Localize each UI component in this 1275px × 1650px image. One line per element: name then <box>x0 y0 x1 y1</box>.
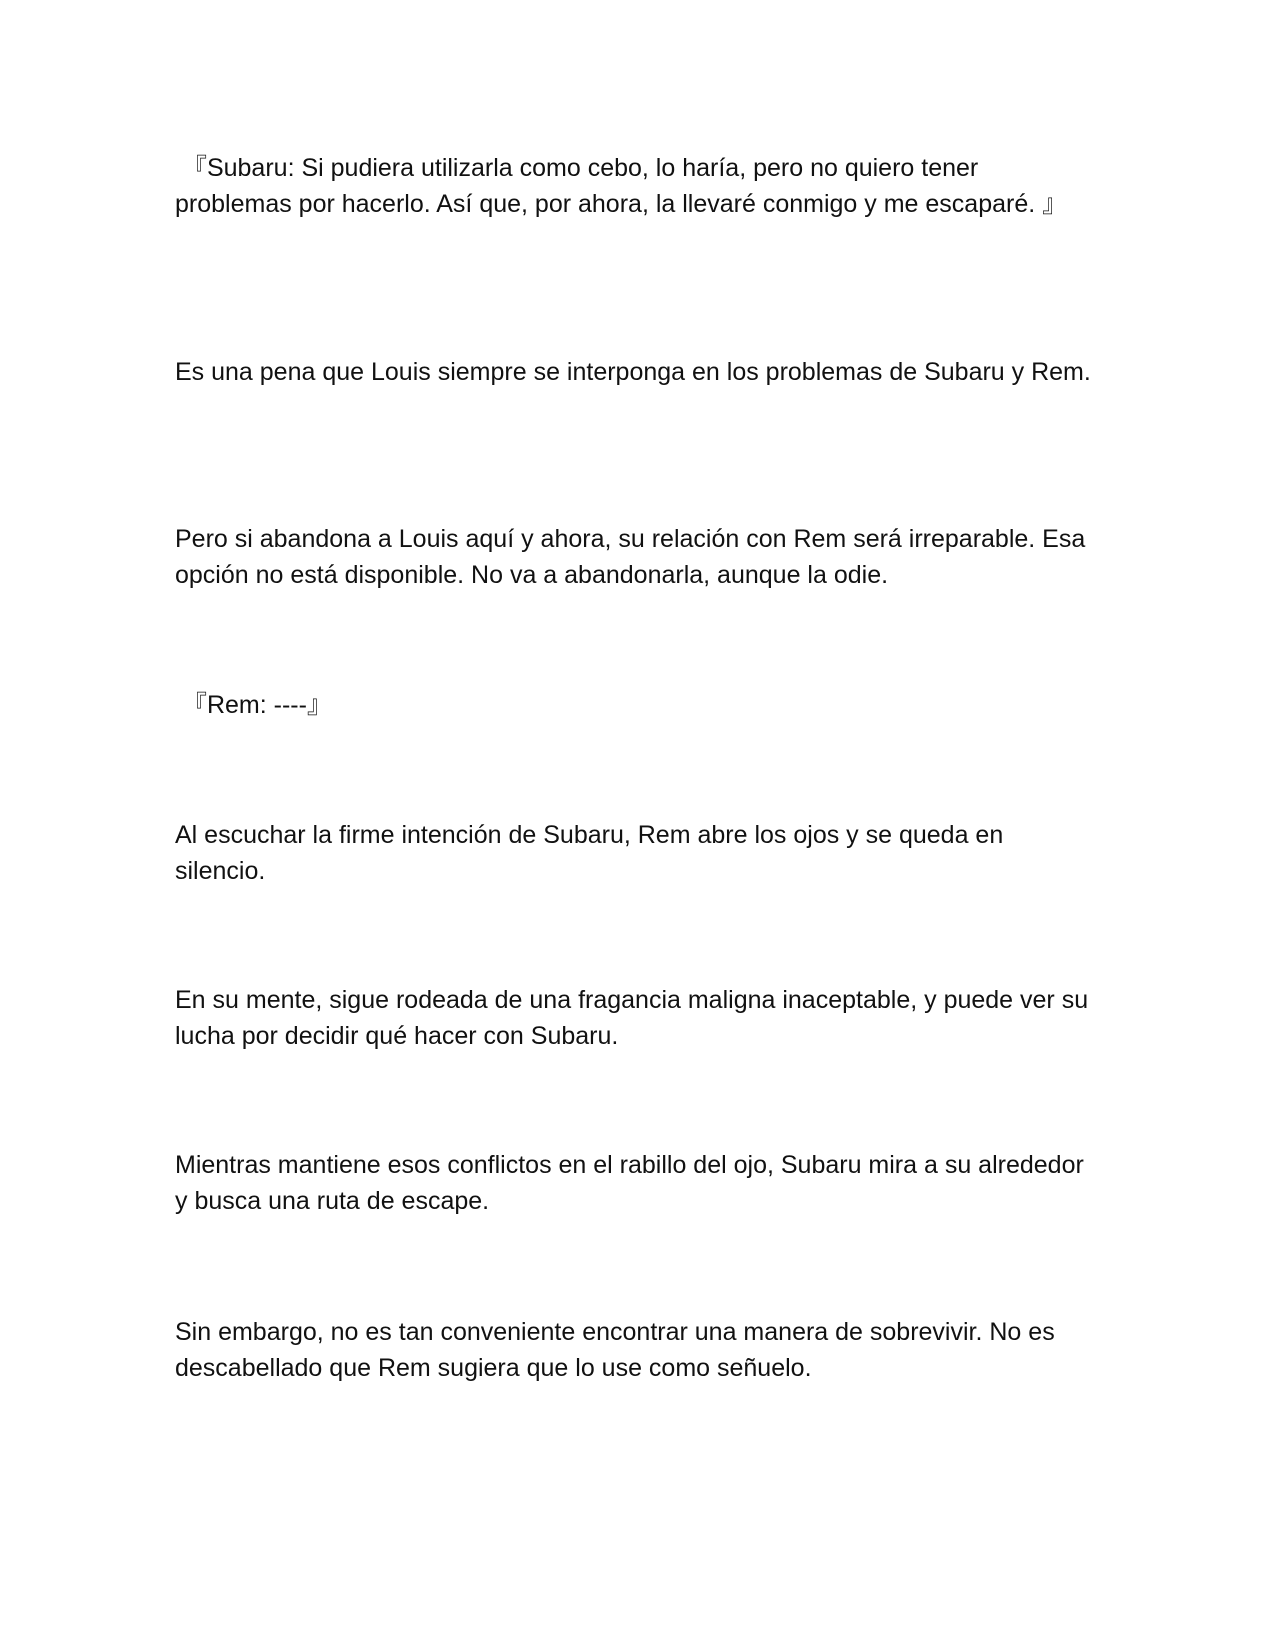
paragraph-decoy: Sin embargo, no es tan conveniente encontrar una manera de sobrevivir. No es descabellado que Rem sugiera que lo use como señuelo. <box>175 1318 1062 1382</box>
paragraph-rem-mind: En su mente, sigue rodeada de una fragancia maligna inaceptable, y puede ver su lucha por decidir qué hacer con Subaru. <box>175 986 1096 1050</box>
paragraph-abandon-option: Pero si abandona a Louis aquí y ahora, su relación con Rem será irreparable. Esa opción no está disponible. No va a abandonarla, aunque la odie. <box>175 525 1093 589</box>
dialogue-subaru: 『Subaru: Si pudiera utilizarla como cebo, lo haría, pero no quiero tener problemas por hacerlo. Así que, por ahora, la llevaré conmigo y me escaparé. 』 <box>175 154 1068 218</box>
paragraph-rem-silence: Al escuchar la firme intención de Subaru, Rem abre los ojos y se queda en silencio. <box>175 821 1011 885</box>
paragraph-escape-route: Mientras mantiene esos conflictos en el rabillo del ojo, Subaru mira a su alrededor y busca una ruta de escape. <box>175 1151 1091 1215</box>
paragraph-louis-interference: Es una pena que Louis siempre se interponga en los problemas de Subaru y Rem. <box>175 358 1091 386</box>
dialogue-rem: 『Rem: ----』 <box>175 691 332 719</box>
